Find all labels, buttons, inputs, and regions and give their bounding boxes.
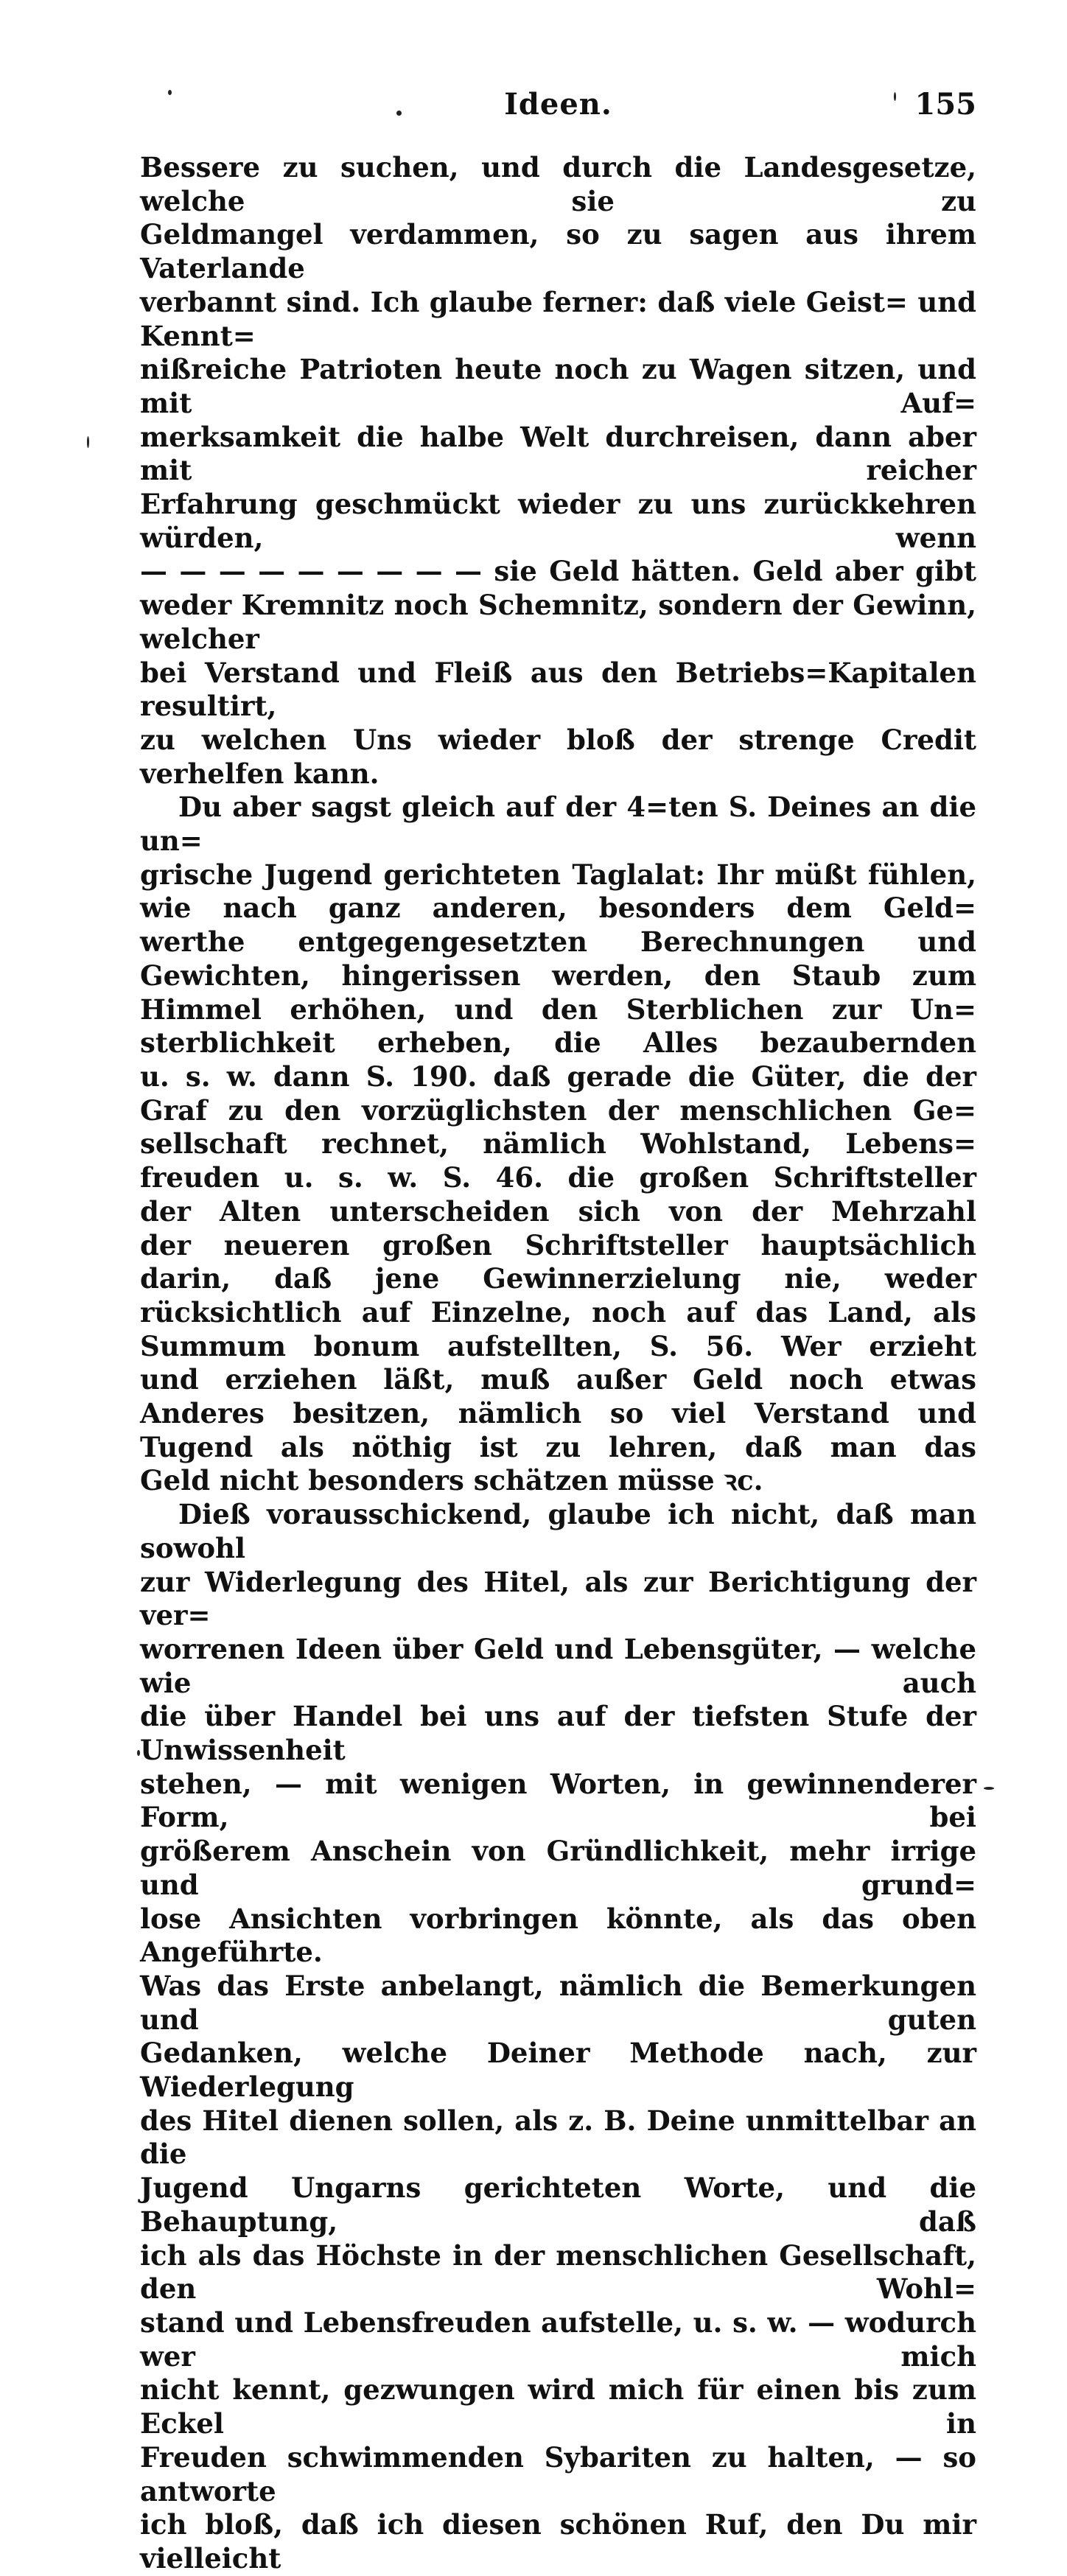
text-line: Graf zu den vorzüglichsten der menschlichen Ge= [140, 1093, 976, 1127]
text-line: und erziehen läßt, muß außer Geld noch etwas [140, 1363, 976, 1396]
text-line: der neueren großen Schriftsteller hauptsächlich [140, 1228, 976, 1261]
text-line: stehen, — mit wenigen Worten, in gewinnenderer Form, bei [140, 1767, 976, 1834]
body-text [140, 151, 976, 2576]
paragraph [140, 791, 976, 1498]
text-line: darin, daß jene Gewinnerzielung nie, weder [140, 1262, 976, 1295]
text-line: sterblichkeit erheben, die Alles bezaubernden [140, 1026, 976, 1060]
text-line: wie nach ganz anderen, besonders dem Geld= [140, 892, 976, 925]
text-line: Geld nicht besonders schätzen müsse ꝛc. [140, 1464, 763, 1497]
text-line: der Alten unterscheiden sich von der Mehrzahl [140, 1194, 976, 1228]
text-line: Gewichten, hingerissen werden, den Staub zum [140, 959, 976, 992]
text-line: Bessere zu suchen, und durch die Landesgesetze, welche sie zu [140, 151, 976, 217]
text-line: Du aber sagst gleich auf der 4=ten S. Deines an die un= [140, 791, 976, 858]
scan-speck [168, 90, 172, 95]
text-line: Freuden schwimmenden Sybariten zu halten, — so antworte [140, 2440, 976, 2507]
text-line: Tugend als nöthig ist zu lehren, daß man das [140, 1430, 976, 1463]
text-line: Jugend Ungarns gerichteten Worte, und die Behauptung, daß [140, 2171, 976, 2238]
text-line: zu welchen Uns wieder bloß der strenge Credit verhelfen kann. [140, 723, 976, 790]
text-line: Summum bonum aufstellten, S. 56. Wer erzieht [140, 1329, 976, 1362]
text-line: — — — — — — — — — sie Geld hätten. Geld aber gibt [140, 555, 976, 588]
text-line: Himmel erhöhen, und den Sterblichen zur Un= [140, 993, 976, 1026]
text-line: bei Verstand und Fleiß aus den Betriebs=Kapitalen resultirt, [140, 656, 976, 723]
text-line: nißreiche Patrioten heute noch zu Wagen sitzen, und mit Auf= [140, 353, 976, 419]
scan-speck [894, 92, 896, 101]
text-line: Erfahrung geschmückt wieder zu uns zurückkehren würden, wenn [140, 488, 976, 554]
running-head: Ideen. [504, 87, 612, 122]
scan-speck [984, 1787, 994, 1790]
text-line: nicht kennt, gezwungen wird mich für einen bis zum Eckel in [140, 2373, 976, 2440]
text-line: stand und Lebensfreuden aufstelle, u. s. w. — wodurch wer mich [140, 2306, 976, 2373]
scan-speck [396, 111, 402, 116]
text-line: lose Ansichten vorbringen könnte, als das oben Angeführte. [140, 1902, 976, 1969]
paragraph [140, 151, 976, 791]
text-line: des Hitel dienen sollen, als z. B. Deine unmittelbar an die [140, 2104, 976, 2171]
scan-speck [87, 436, 89, 448]
text-line: freuden u. s. w. S. 46. die großen Schriftsteller [140, 1161, 976, 1194]
text-line: zur Widerlegung des Hitel, als zur Berichtigung der ver= [140, 1565, 976, 1632]
text-line: grische Jugend gerichteten Taglalat: Ihr müßt fühlen, [140, 858, 976, 891]
text-line: Dieß vorausschickend, glaube ich nicht, daß man sowohl [140, 1498, 976, 1564]
paragraph [140, 1498, 976, 2576]
text-line: die über Handel bei uns auf der tiefsten Stufe der Unwissenheit [140, 1700, 976, 1767]
text-line: Was das Erste anbelangt, nämlich die Bemerkungen und guten [140, 1969, 976, 2036]
text-line: rücksichtlich auf Einzelne, noch auf das Land, als [140, 1295, 976, 1329]
text-line: sellschaft rechnet, nämlich Wohlstand, Lebens= [140, 1127, 976, 1161]
page-header [140, 87, 976, 131]
text-line: Gedanken, welche Deiner Methode nach, zur Wiederlegung [140, 2037, 976, 2104]
text-line: worrenen Ideen über Geld und Lebensgüter, — welche wie auch [140, 1632, 976, 1699]
text-line: ich als das Höchste in der menschlichen Gesellschaft, den Wohl= [140, 2239, 976, 2306]
text-line: größerem Anschein von Gründlichkeit, mehr irrige und grund= [140, 1835, 976, 1901]
text-line: weder Kremnitz noch Schemnitz, sondern der Gewinn, welcher [140, 589, 976, 655]
text-line: Geldmangel verdammen, so zu sagen aus ihrem Vaterlande [140, 218, 976, 285]
text-line: ich bloß, daß ich diesen schönen Ruf, den Du mir vielleicht [140, 2508, 976, 2575]
text-line: Anderes besitzen, nämlich so viel Verstand und [140, 1397, 976, 1430]
text-line: u. s. w. dann S. 190. daß gerade die Güter, die der [140, 1060, 976, 1093]
text-line: werthe entgegengesetzten Berechnungen und [140, 925, 976, 959]
scan-speck [137, 1750, 140, 1756]
page-number: 155 [914, 87, 976, 122]
text-line: verbannt sind. Ich glaube ferner: daß viele Geist= und Kennt= [140, 285, 976, 352]
text-line: merksamkeit die halbe Welt durchreisen, dann aber mit reicher [140, 420, 976, 487]
